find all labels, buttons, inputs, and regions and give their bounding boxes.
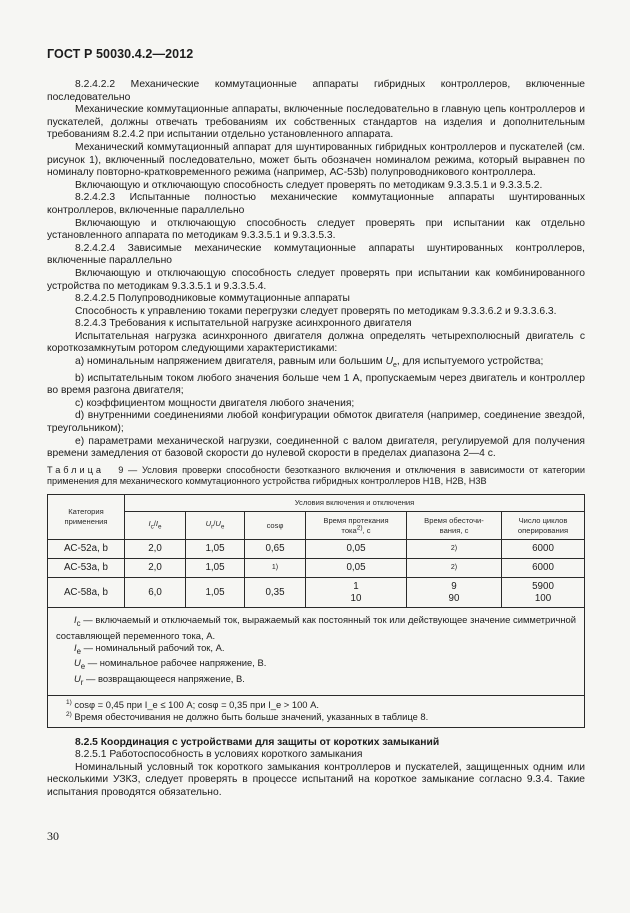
cell-off: 2)	[407, 559, 502, 578]
standard-header: ГОСТ Р 50030.4.2—2012	[47, 47, 194, 61]
section-8-2-4-2-2-title: 8.2.4.2.2 Механические коммутационные аппараты гибридных контроллеров, включенные последовательно	[47, 79, 585, 103]
cell-ic: 2,0	[125, 559, 186, 578]
table-row	[48, 559, 585, 578]
paragraph: Включающую и отключающую способность следует проверять при испытании как комбинированного устройства по методикам 9.3.3.5.1 и 9.3.3.5.4.	[47, 267, 585, 292]
footnote-1: $^{1)}$ cosφ = 0,45 при I_e ≤ 100 А; cosφ = 0,35 при I_e > 100 А.	[66, 698, 319, 710]
paragraph: Механические коммутационные аппараты, включенные последовательно в главную цепь контроллеров и пускателей, должны отвечать требованиям их собственных стандартов на изделия и дополнительным требованиям 8.2.4.2 при испытании отдельно установленного аппарата.	[47, 104, 585, 141]
paragraph: Способность к управлению токами перегрузки следует проверять по методикам 9.3.3.6.2 и 9.3.3.6.3.	[75, 305, 557, 317]
list-item-d: d) внутренними соединениями любой конфигурации обмоток двигателя (например, соединение звездой, треугольником);	[47, 410, 585, 435]
note-ie: $I_е$ — номинальный рабочий ток, А.	[74, 641, 225, 656]
table-notes	[48, 608, 585, 695]
page-number: 30	[47, 829, 59, 843]
table-footnotes	[48, 695, 585, 727]
cell-cos: 0,35	[245, 578, 306, 608]
col-header-cycles: Число циклов оперирования	[502, 512, 585, 540]
page-content	[47, 79, 585, 800]
footnote-2: $^{2)}$ Время обесточивания не должно быть больше значений, указанных в таблице 8.	[66, 710, 429, 722]
note-ue: $U_е$ — номинальное рабочее напряжение, В.	[74, 657, 267, 672]
note-ur: $U_r$ — возвращающееся напряжение, В.	[74, 672, 245, 687]
section-8-2-5-1-title: 8.2.5.1 Работоспособность в условиях короткого замыкания	[75, 749, 363, 761]
cell-ur: 1,05	[186, 578, 245, 608]
cell-cos: 0,65	[245, 540, 306, 559]
cell-off: 9 90	[407, 578, 502, 608]
paragraph: Включающую и отключающую способность следует проверять при испытании как отдельно установленного аппарата по методикам 9.3.3.5.1 и 9.3.3.5.3.	[47, 217, 585, 242]
paragraph: Механический коммутационный аппарат для шунтированных гибридных контроллеров и пускателей (см. рисунок 1), включенный последовательно, может быть обозначен номиналом режима, который выравнен по номиналу повторно-кратковременного режима (например, АС-53b) полупроводникового контроллера.	[47, 141, 585, 179]
table-caption: Таблица 9 — Условия проверки способности безотказного включения и отключения в зависимости от категории применения для механического коммутационного устройства гибридных контроллеров Н1В, Н2В, Н3В	[47, 464, 585, 487]
list-item-e: е) параметрами механической нагрузки, соединенной с валом двигателя, регулируемой для получения времени замедления от базовой скорости до нулевой скорости в пределах диапазона 2—4 с.	[47, 435, 585, 460]
paragraph: Номинальный условный ток короткого замыкания контроллеров и пускателей, защищенных одним или несколькими УЗКЗ, следует проверять в процессе испытаний на короткое замыкание согласно 9.3.4. Такие испытания проводятся обязательно.	[47, 761, 585, 798]
conditions-table	[47, 494, 585, 727]
section-8-2-4-2-4-title: 8.2.4.2.4 Зависимые механические коммутационные аппараты шунтированных контроллеров, включенные параллельно	[47, 242, 585, 267]
note-ic: $I_с$ — включаемый и отключаемый ток, выражаемый как постоянный ток или действующее значение симметричной составляющей переменного тока, А.	[56, 614, 577, 641]
cell-flow: 0,05	[306, 559, 407, 578]
section-8-2-4-2-5-title: 8.2.4.2.5 Полупроводниковые коммутационные аппараты	[75, 293, 350, 305]
col-header-off-time: Время обесточи- вания, с	[407, 512, 502, 540]
cell-category: АС-53а, b	[48, 559, 125, 578]
cell-flow: 0,05	[306, 540, 407, 559]
table-row	[48, 540, 585, 559]
section-8-2-4-2-3-title: 8.2.4.2.3 Испытанные полностью механические коммутационные аппараты шунтированных контроллеров, включенные параллельно	[47, 192, 585, 216]
col-header-ic-ie: $I_с/I_е$	[125, 512, 186, 540]
cell-ic: 6,0	[125, 578, 186, 608]
list-item-a: а) номинальным напряжением двигателя, равным или большим $U_e$, для испытуемого устройства;	[75, 356, 544, 370]
col-header-cosphi: cosφ	[245, 512, 306, 540]
cell-off: 2)	[407, 540, 502, 559]
paragraph: Испытательная нагрузка асинхронного двигателя должна определять четырехполюсный двигатель с короткозамкнутым ротором следующими характеристиками:	[47, 330, 585, 355]
cell-cycles: 6000	[502, 540, 585, 559]
col-header-group: Условия включения и отключения	[125, 495, 585, 512]
cell-category: АС-58а, b	[48, 578, 125, 608]
cell-ic: 2,0	[125, 540, 186, 559]
section-8-2-4-3-title: 8.2.4.3 Требования к испытательной нагрузке асинхронного двигателя	[75, 318, 412, 330]
cell-cos: 1)	[245, 559, 306, 578]
cell-cycles: 5900 100	[502, 578, 585, 608]
list-item-c: с) коэффициентом мощности двигателя любого значения;	[75, 397, 355, 409]
cell-ur: 1,05	[186, 559, 245, 578]
section-8-2-5-title: 8.2.5 Координация с устройствами для защиты от коротких замыканий	[75, 736, 440, 748]
cell-cycles: 6000	[502, 559, 585, 578]
cell-flow: 1 10	[306, 578, 407, 608]
paragraph: Включающую и отключающую способность следует проверять по методикам 9.3.3.5.1 и 9.3.3.5.2.	[75, 179, 543, 191]
col-header-ur-ue: $U_r/U_е$	[186, 512, 245, 540]
table-row	[48, 578, 585, 608]
cell-ur: 1,05	[186, 540, 245, 559]
list-item-b: b) испытательным током любого значения больше чем 1 А, пропускаемым через двигатель и контроллер во время разгона двигателя;	[47, 372, 585, 397]
col-header-flow-time: Время протекания тока2), с	[306, 512, 407, 540]
cell-category: АС-52а, b	[48, 540, 125, 559]
col-header-category: Категория применения	[48, 495, 125, 540]
